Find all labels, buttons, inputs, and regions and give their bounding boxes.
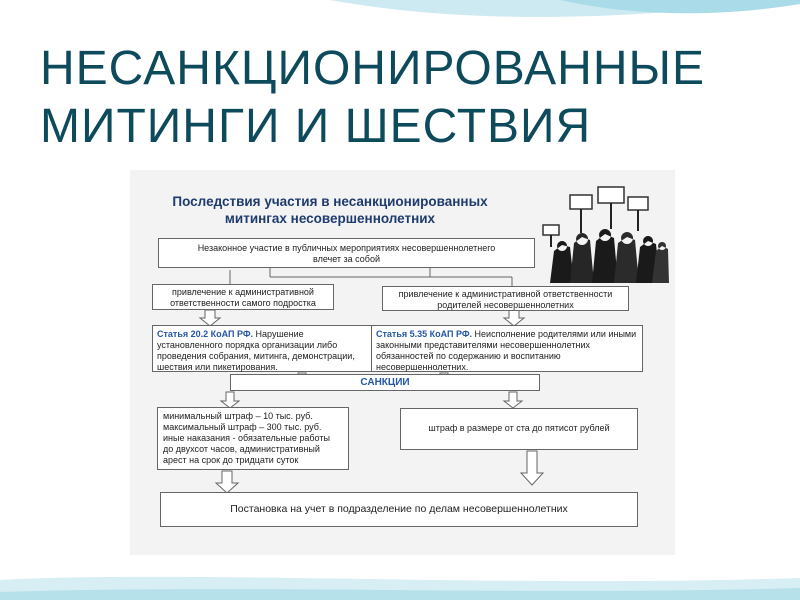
- top-box-illegal-participation: [158, 238, 535, 268]
- left-article-line-1: [157, 329, 372, 340]
- diagram-title-line-2: митингах несовершеннолетних: [224, 211, 436, 226]
- consequences-diagram: [130, 170, 675, 555]
- bottom-box-text: Постановка на учет в подразделение по делам несовершеннолетних: [230, 503, 568, 515]
- right-article-line-1: [376, 329, 638, 340]
- slide-title: [40, 40, 780, 156]
- right-box-line-2: родителей несовершеннолетних: [437, 300, 574, 310]
- left-sanction-line-2: максимальный штраф – 300 тыс. руб.: [163, 422, 322, 432]
- top-box-line-1: Незаконное участие в публичных мероприятиях несовершеннолетнего: [197, 243, 496, 253]
- left-sanctions-box: [157, 407, 349, 470]
- left-article-line-4: шествия или пикетирования.: [157, 362, 278, 372]
- left-article-box: [152, 325, 377, 372]
- top-box-line-2: влечет за собой: [313, 254, 380, 264]
- left-sanction-line-3: иные наказания - обязательные работы: [163, 433, 330, 443]
- slide-title-line-1: НЕСАНКЦИОНИРОВАННЫЕ: [40, 42, 706, 95]
- right-sanctions-box: [400, 408, 638, 450]
- right-article-line-3: обязанностей по содержанию и воспитанию: [376, 351, 561, 361]
- left-article-line-2: установленного порядка организации либо: [157, 340, 338, 350]
- right-sanction-text: штраф в размере от ста до пятисот рублей: [428, 423, 610, 433]
- right-box-line-1: привлечение к административной ответственности: [398, 289, 613, 299]
- sanctions-label: САНКЦИИ: [230, 374, 540, 391]
- right-box-parents-liability: [382, 286, 629, 311]
- right-article-line-4: несовершеннолетних.: [376, 362, 469, 372]
- left-sanction-line-5: арест на срок до тридцати суток: [163, 455, 299, 465]
- left-box-line-1: привлечение к административной: [172, 287, 314, 297]
- right-article-box: [371, 325, 643, 372]
- diagram-title-line-1: Последствия участия в несанкционированных: [172, 194, 488, 209]
- left-article-line-3: проведения собрания, митинга, демонстрации,: [157, 351, 355, 361]
- bottom-box-registration: [160, 492, 638, 527]
- left-box-line-2: ответственности самого подростка: [170, 298, 316, 308]
- right-article-ref: Статья 5.35 КоАП РФ.: [376, 329, 473, 339]
- left-sanction-line-1: минимальный штраф – 10 тыс. руб.: [163, 411, 313, 421]
- left-sanction-line-4: до двухсот часов, административный: [163, 444, 320, 454]
- left-article-ref: Статья 20.2 КоАП РФ.: [157, 329, 254, 339]
- right-article-text-1: Неисполнение родителями или иными: [472, 329, 637, 339]
- left-box-teen-liability: [152, 284, 334, 310]
- right-article-line-2: законными представителями несовершеннолетних: [376, 340, 590, 350]
- left-article-text-1: Нарушение: [253, 329, 304, 339]
- slide-title-line-2: МИТИНГИ И ШЕСТВИЯ: [40, 100, 592, 153]
